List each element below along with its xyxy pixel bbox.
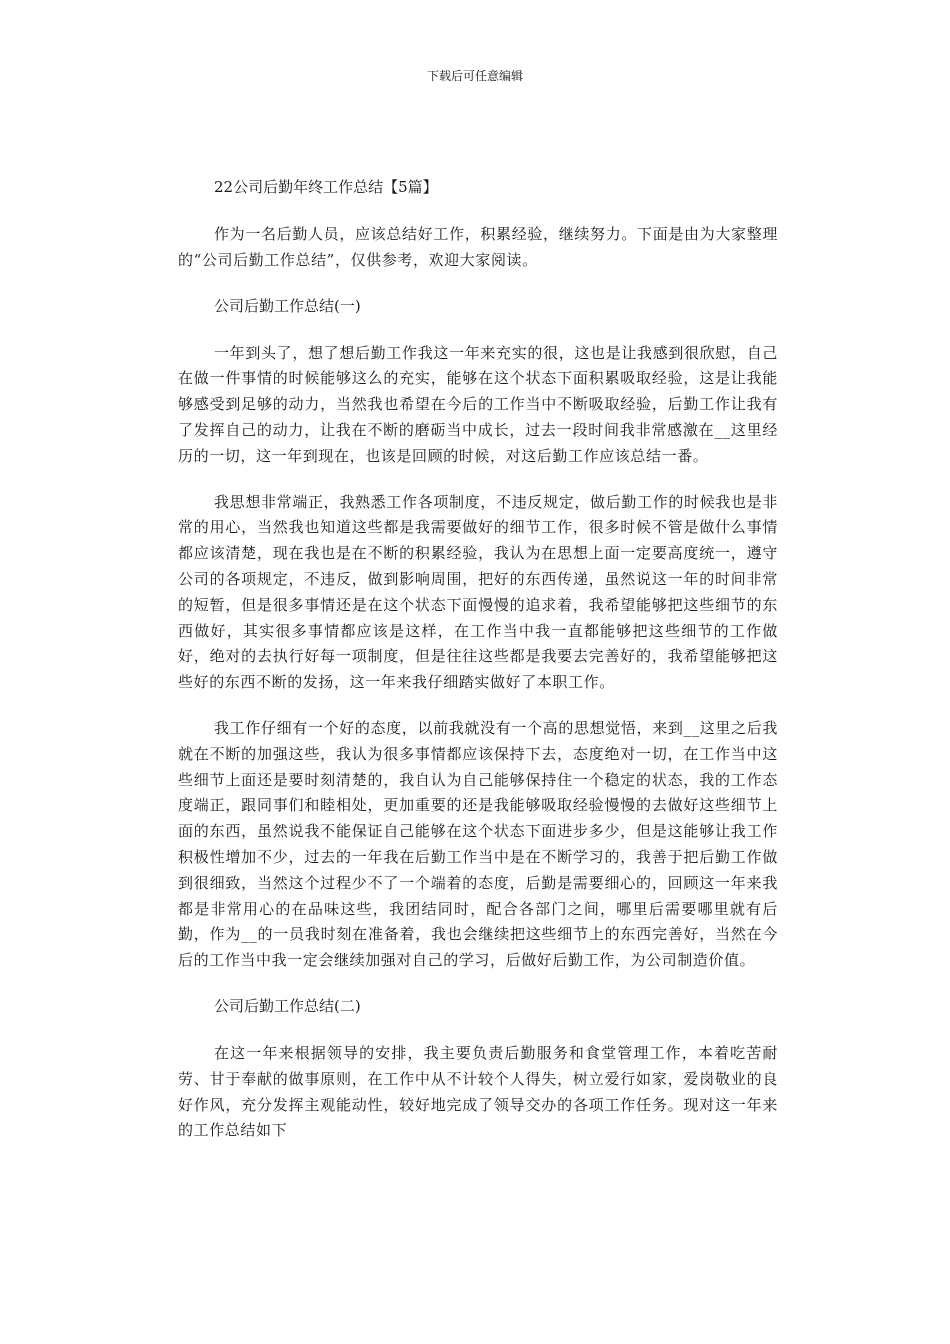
document-title: 22公司后勤年终工作总结【5篇】 bbox=[214, 178, 438, 196]
document-body bbox=[178, 175, 778, 1164]
section-heading-2: 公司后勤工作总结(二) bbox=[214, 996, 361, 1015]
intro-paragraph: 作为一名后勤人员，应该总结好工作，积累经验，继续努力。下面是由为大家整理的“公司后勤工作总结”，仅供参考，欢迎大家阅读。 bbox=[178, 225, 778, 269]
section1-paragraph-3: 我工作仔细有一个好的态度，以前我就没有一个高的思想觉悟，来到__这里之后我就在不断的加强这些，我认为很多事情都应该保持下去，态度绝对一切，在工作当中这些细节上面还是要时刻清楚的，我自认为自己能够保持住一个稳定的状态，我的工作态度端正，跟同事们和睦相处，更加重要的还是我能够吸取经验慢慢的去做好这些细节上面的东西，虽然说我不能保证自己能够在这个状态下面进步多少，但是这能够让我工作积极性增加不少，过去的一年我在后勤工作当中是在不断学习的，我善于把后勤工作做到很细致，当然这个过程少不了一个端着的态度，后勤是需要细心的，回顾这一年来我都是非常用心的在品味这些，我团结同时，配合各部门之间，哪里后需要哪里就有后勤，作为__的一员我时刻在准备着，我也会继续把这些细节上的东西完善好，当然在今后的工作当中我一定会继续加强对自己的学习，后做好后勤工作，为公司制造价值。 bbox=[178, 718, 778, 970]
download-note: 下载后可任意编辑 bbox=[426, 69, 523, 83]
section-heading-1: 公司后勤工作总结(一) bbox=[214, 296, 361, 315]
section1-paragraph-1: 一年到头了，想了想后勤工作我这一年来充实的很，这也是让我感到很欣慰，自己在做一件事情的时候能够这么的充实，能够在这个状态下面积累吸取经验，这是让我能够感受到足够的动力，当然我也希望在今后的工作当中不断吸取经验，后勤工作让我有了发挥自己的动力，让我在不断的磨砺当中成长，过去一段时间我非常感激在__这里经历的一切，这一年到现在，也该是回顾的时候，对这后勤工作应该总结一番。 bbox=[178, 343, 778, 465]
section2-paragraph-1: 在这一年来根据领导的安排，我主要负责后勤服务和食堂管理工作，本着吃苦耐劳、甘于奉献的做事原则，在工作中从不计较个人得失，树立爱行如家，爱岗敬业的良好作风，充分发挥主观能动性，较好地完成了领导交办的各项工作任务。现对这一年来的工作总结如下 bbox=[178, 1043, 778, 1140]
section1-paragraph-2: 我思想非常端正，我熟悉工作各项制度，不违反规定，做后勤工作的时候我也是非常的用心，当然我也知道这些都是我需要做好的细节工作，很多时候不管是做什么事情都应该清楚，现在我也是在不断的积累经验，我认为在思想上面一定要高度统一，遵守公司的各项规定，不违反，做到影响周围，把好的东西传递，虽然说这一年的时间非常的短暂，但是很多事情还是在这个状态下面慢慢的追求着，我希望能够把这些细节的东西做好，其实很多事情都应该是这样，在工作当中我一直都能够把这些细节的工作做好，绝对的去执行好每一项制度，但是往往这些都是我要去完善好的，我希望能够把这些好的东西不断的发扬，这一年来我仔细踏实做好了本职工作。 bbox=[178, 492, 778, 692]
